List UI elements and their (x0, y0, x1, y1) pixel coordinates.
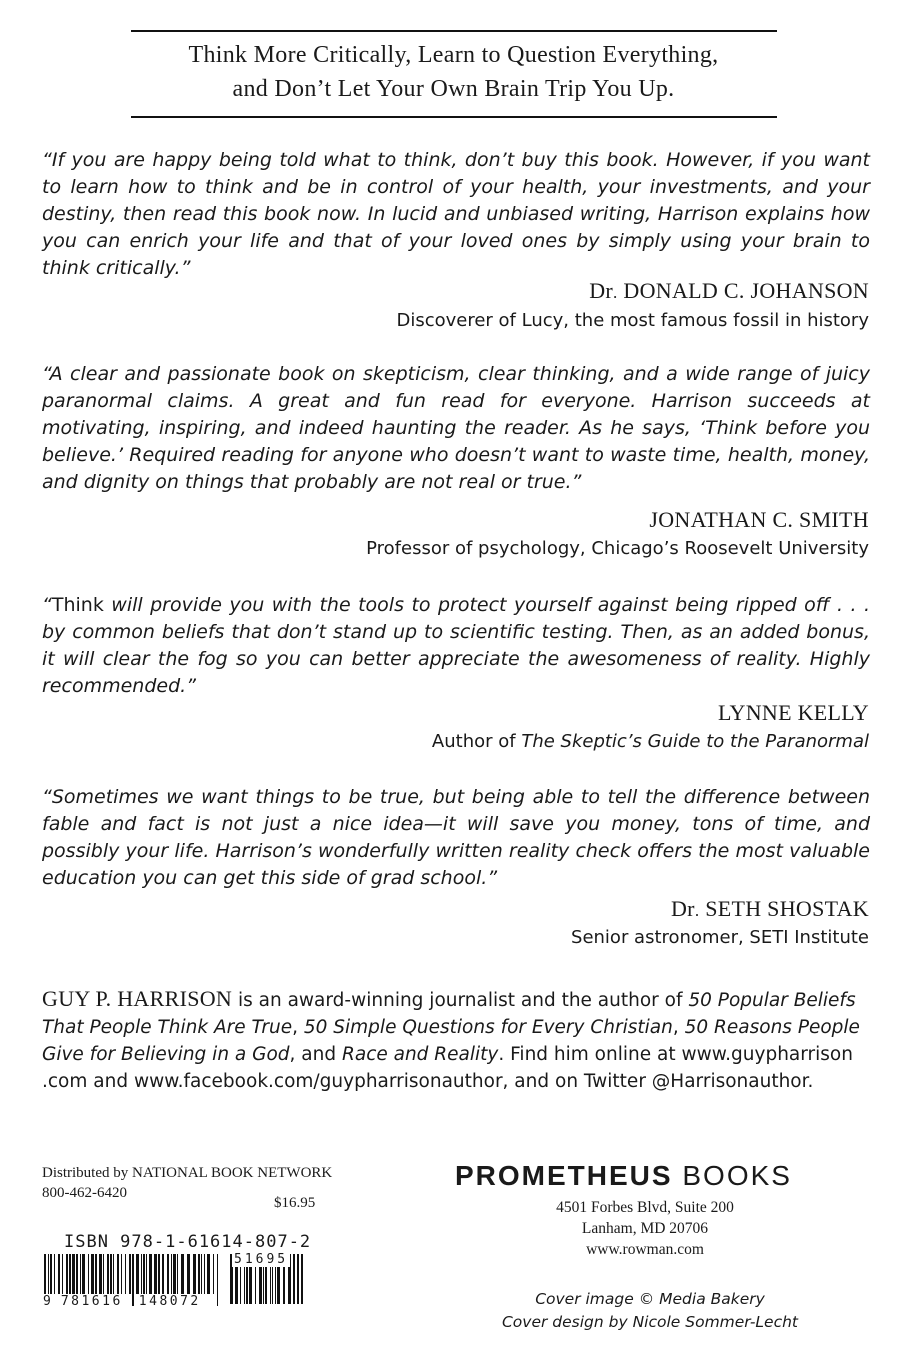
barcode-bar (50, 1254, 52, 1294)
barcode-bar (141, 1254, 142, 1294)
cover-image-credit: Cover image © Media Bakery (535, 1290, 765, 1308)
barcode-bar (103, 1254, 104, 1294)
barcode-bar (58, 1254, 60, 1294)
barcode-bar (177, 1254, 178, 1294)
publisher-address-line-1: 4501 Forbes Blvd, Suite 200 (556, 1199, 734, 1216)
barcode-bar (217, 1254, 218, 1306)
barcode-bar (95, 1254, 97, 1294)
top-rule (131, 30, 777, 32)
barcode-bar (293, 1254, 295, 1304)
barcode-bar (136, 1254, 139, 1294)
headline-line-2: and Don’t Let Your Own Brain Trip You Up. (232, 76, 675, 102)
quote-3-text: “Think will provide you with the tools to protect yourself against being ripped off . . . by common beliefs that don’t stand up to scientific testing. Then, as an added bonus, it will clear the fog so you can better appreciate the awesomeness of reality. Highly recommended.” (42, 594, 870, 697)
book-title-think: Think (51, 594, 104, 616)
barcode-bar (167, 1254, 169, 1294)
barcode-bar (110, 1254, 112, 1294)
barcode-bar (181, 1254, 184, 1294)
addon-digits: 51695 (234, 1252, 289, 1267)
quote-1-text: “If you are happy being told what to think, don’t buy this book. However, if you want to learn how to think and be in control of your health, your investments, and your destiny, then read this book now. In lucid and unbiased writing, Harrison explains how you can enrich your life and that of your loved ones by simply using your brain to think critically.” (42, 149, 870, 279)
barcode-bar (204, 1254, 205, 1294)
barcode-bar (201, 1254, 202, 1294)
quote-1-attribution-title: Discoverer of Lucy, the most famous fossil in history (396, 310, 869, 331)
headline (90, 38, 817, 106)
barcode-bar (121, 1254, 122, 1294)
headline-bottom-rule (131, 116, 777, 118)
barcode-bar (301, 1254, 303, 1304)
barcode-bar (297, 1254, 299, 1304)
barcode-bar (207, 1254, 210, 1294)
headline-line-1: Think More Critically, Learn to Question Everything, (188, 42, 719, 68)
quote-4-attribution-name: Dr. SETH SHOSTAK (670, 896, 869, 921)
barcode-bar (69, 1254, 71, 1294)
quote-1-attribution-name: Dr. DONALD C. JOHANSON (589, 278, 869, 303)
quote-2-text: “A clear and passionate book on skepticism, clear thinking, and a wide range of juicy paranormal claims. A great and fun read for everyone. Harrison succeeds at motivating, inspiring, and indeed haunting the reader. As he says, ‘Think before you believe.’ Required reading for anyone who doesn’t want to waste time, health, money, and dignity on things that probably are not real or true.” (42, 363, 870, 493)
quote-4-text: “Sometimes we want things to be true, but being able to tell the difference between fable and fact is not just a nice idea—it will save you money, tons of time, and possibly your life. Harrison’s wonderfully written reality check offers the most valuable education you can get this side of grad school.” (42, 786, 870, 889)
publisher-website: www.rowman.com (586, 1241, 704, 1258)
barcode-bar (76, 1254, 78, 1294)
barcode-bar (171, 1254, 172, 1294)
cover-credits (470, 1288, 830, 1334)
barcode-bar (158, 1254, 160, 1294)
distributor: Distributed by NATIONAL BOOK NETWORK (42, 1165, 333, 1181)
barcode-bar (198, 1254, 200, 1294)
barcode-bar (143, 1254, 145, 1294)
publisher-address (530, 1197, 760, 1260)
barcode-bar (91, 1254, 94, 1294)
barcode-bar (146, 1254, 147, 1294)
barcode-bar (80, 1254, 81, 1294)
author-name: GUY P. HARRISON (42, 986, 233, 1011)
barcode-bar (99, 1254, 102, 1294)
barcode-bar (88, 1254, 89, 1294)
barcode-bar (154, 1254, 157, 1294)
quote-2-attribution-title: Professor of psychology, Chicago’s Roosevelt University (366, 538, 869, 559)
quote-3-attribution-title: Author of The Skeptic’s Guide to the Paranormal (431, 731, 869, 752)
author-bio: GUY P. HARRISON is an award-winning journalist and the author of 50 Popular Beliefs That People Think Are True, 50 Simple Questions for Every Christian, 50 Reasons People Give for Believing in a God, and Race and Reality. Find him online at www.guypharrison .com and www.facebook.com/guypharrisonauthor, and on Twitter @Harrisonauthor. (42, 986, 860, 1092)
quote-2-attribution-name: JONATHAN C. SMITH (649, 507, 869, 532)
quote-4-attribution-title: Senior astronomer, SETI Institute (571, 927, 869, 948)
distributor-phone: 800-462-6420 (42, 1185, 127, 1201)
price: $16.95 (274, 1195, 316, 1211)
barcode-bar (54, 1254, 55, 1294)
barcode-bar (129, 1254, 131, 1294)
barcode-bar (173, 1254, 176, 1294)
barcode-bar (82, 1254, 85, 1294)
publisher-address-line-2: Lanham, MD 20706 (581, 1220, 709, 1237)
barcode-bar (162, 1254, 164, 1294)
barcode-bar (107, 1254, 109, 1294)
barcode-bar (66, 1254, 68, 1294)
barcode-digits: 9 781616 148072 (43, 1294, 201, 1309)
barcode-bar (62, 1254, 63, 1294)
barcode-bar (149, 1254, 152, 1294)
quote-3-attribution-name: LYNNE KELLY (717, 700, 869, 725)
barcode-bar (187, 1254, 190, 1294)
publisher-logo: PROMETHEUS BOOKS (455, 1160, 792, 1191)
barcode-bar (125, 1254, 126, 1294)
barcode-bar (72, 1254, 75, 1294)
cover-design-credit: Cover design by Nicole Sommer-Lecht (501, 1313, 799, 1331)
isbn-label: ISBN 978-1-61614-807-2 (64, 1232, 312, 1252)
barcode-bar (117, 1254, 119, 1294)
barcode-bar (113, 1254, 114, 1294)
barcode-bar (193, 1254, 196, 1294)
barcode-bar (213, 1254, 214, 1294)
